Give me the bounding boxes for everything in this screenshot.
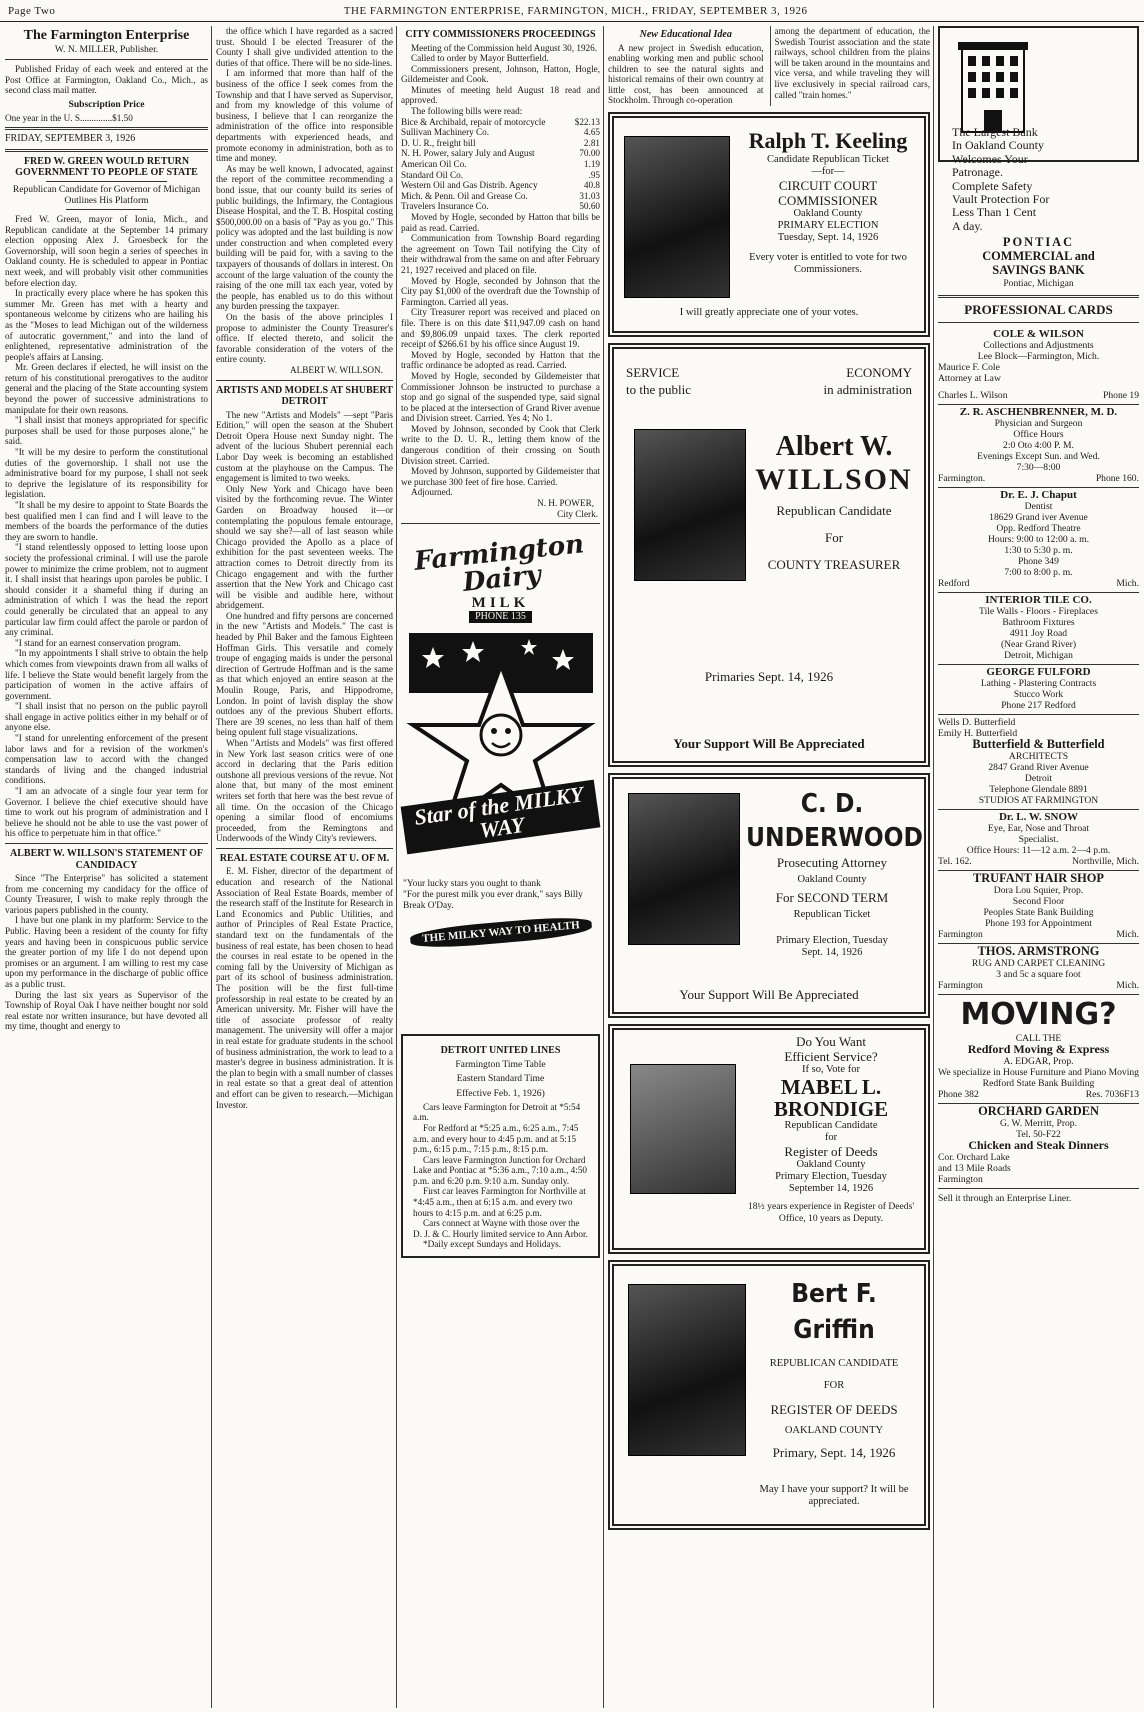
page-header — [0, 0, 1144, 22]
column-1 — [2, 26, 211, 1708]
candidate-name: Albert W. — [775, 431, 893, 463]
ad-line: Do You Want — [796, 1034, 866, 1050]
ad-line: COUNTY TREASURER — [767, 557, 901, 573]
column-rule — [396, 26, 397, 1708]
pub-info: Published Friday of each week and entered at the Post Office at Farmington, Oakland Co., Mich., as second class mail matter. — [5, 64, 208, 96]
card-fulford: GEORGE FULFORD Lathing - Plastering Contracts Stucco Work Phone 217 Redford — [938, 665, 1139, 715]
underwood-ad — [608, 773, 930, 1018]
candidate-name: WILLSON — [755, 463, 913, 497]
column-rule — [933, 26, 934, 1708]
paragraph: Only New York and Chicago have been visited by the forthcoming revue. The Winter Garden on Broadway housed it—or contemplating the populous female entourage, should we say she?—all of last season while Chicago provided the Apollo as a place of exhibition for the past seventeen weeks. The attraction comes to Detroit directly from its Chicago engagement and with the further assertion that the New York and Chicago cast will be visible and audible here, without abridgement. — [216, 483, 393, 611]
card-chaput: Dr. E. J. Chaput Dentist 18629 Grand iver Avenue Opp. Redford Theatre Hours: 9:00 to 12:00 a. m. 1:30 to 5:30 p. m. Phone 349 7:00 to 8:00 p. m. Redford Mich. — [938, 488, 1139, 593]
card-trufant: TRUFANT HAIR SHOP Dora Lou Squier, Prop. Second Floor Peoples State Bank Building Phone 193 for Appointment Farmington Mich. — [938, 871, 1139, 944]
candidate-photo — [630, 1064, 736, 1194]
ad-line: REPUBLICAN CANDIDATE — [769, 1358, 899, 1370]
paragraph: One hundred and fifty persons are concerned in the new "Artists and Models." The cast is headed by Phil Baker and the famous Eighteen Hoffman Girls. This versatile and comely troupe of engaging maids is under the personal direction of Gertrude Hoffman and is the same as that which enjoyed an entire season at the Moulin Rouge, Paris, and Hippodrome, London. In point of lavish display the show outdoes any of the previous Shubert efforts. There are 39 scenes, no less than half of them being opulent full stage visualizations. — [216, 610, 393, 738]
paper-name: The Farmington Enterprise — [23, 28, 190, 43]
dul-effective: Effective Feb. 1, 1926) — [456, 1087, 545, 1099]
clerk-name: N. H. POWER, — [537, 498, 594, 509]
dairy-ad — [401, 528, 600, 1028]
ad-line: Primary Election, Tuesday — [776, 935, 888, 947]
ad-line: Republican Candidate — [784, 1120, 878, 1132]
bill-row — [401, 159, 600, 170]
bill-row — [401, 170, 600, 181]
paragraph: Moved by Johnson, seconded by Cook that Clerk write to the D. U. R., letting them know of the dangerous condition of their crossing on South Division street. Carried. — [401, 423, 600, 466]
bill-name: Bice & Archibald, repair of motorcycle — [401, 116, 546, 127]
paragraph: City Treasurer report was received and placed on file. There is on this date $11,947.09 cash on hand and $9,806.09 unpaid taxes. The clerk reported receipt of $266.61 by his office since August 19. — [401, 307, 600, 350]
paragraph: The new "Artists and Models" —sept "Paris Edition," will open the season at the Shubert Detroit Opera House next Sunday night. The advent of the lucious Shubert perennial each Labor Day week is becoming an established custom at the playhouse on the Campus. The engagement is limited to two weeks. — [216, 409, 393, 484]
candidate-name: Ralph T. Keeling — [748, 128, 908, 154]
ad-line: For SECOND TERM — [775, 890, 889, 906]
bill-name: N. H. Power, salary July and August — [401, 148, 535, 159]
paragraph: Adjourned. — [411, 487, 453, 498]
willson-ad — [608, 343, 930, 767]
ad-line: Candidate Republican Ticket — [767, 154, 889, 166]
bill-amount: 40.8 — [583, 180, 600, 191]
ad-line: Every voter is entitled to vote for two Commissioners. — [749, 252, 907, 276]
ad-line: Efficient Service? — [784, 1049, 878, 1065]
bill-name: Mich. & Penn. Oil and Grease Co. — [401, 190, 528, 201]
ad-line: 18½ years experience in Register of Deeds' Office, 10 years as Deputy. — [747, 1201, 915, 1225]
masthead: THE FARMINGTON ENTERPRISE, FARMINGTON, MICH., FRIDAY, SEPTEMBER 3, 1926 — [343, 4, 808, 17]
bill-row — [401, 201, 600, 212]
bill-row — [401, 191, 600, 202]
professional-cards-heading: PROFESSIONAL CARDS — [964, 302, 1113, 318]
column-4 — [605, 26, 933, 1708]
ad-line: for — [824, 1132, 838, 1144]
bill-row — [401, 138, 600, 149]
ad-footer: Your Support Will Be Appreciated — [673, 736, 865, 752]
candidate-name: BRONDIGE — [773, 1097, 889, 1122]
candidate-name: MABEL L. — [780, 1075, 882, 1100]
column-2 — [213, 26, 396, 1708]
ad-line: September 14, 1926 — [788, 1183, 874, 1195]
keeling-ad — [608, 112, 930, 337]
candidate-photo — [634, 429, 746, 581]
ad-line: Republican Ticket — [793, 909, 871, 921]
ad-footer: I will greatly appreciate one of your votes. — [679, 307, 859, 319]
ad-line: REGISTER OF DEEDS — [770, 1402, 898, 1418]
card-orchard-garden: ORCHARD GARDEN G. W. Merritt, Prop. Tel. 50-F22 Chicken and Steak Dinners Cor. Orchard Lake and 13 Mile Roads Farmington — [938, 1104, 1139, 1189]
paragraph: In practically every place where he has spoken this summer Mr. Green has met with a hearty and spontaneous welcome by citizens who are hailing his as the "Moses to lead Michigan out of the wilderness of autocratic government," and into the land of enlightened, representative administration of the people's affairs at Lansing. — [5, 288, 208, 362]
paragraph: Moved by Hogle, seconded by Hatton that bills be paid as read. Carried. — [401, 212, 600, 233]
bill-amount: 31.03 — [579, 190, 600, 201]
bill-amount: 70.00 — [579, 148, 600, 159]
dairy-star: Star of the MILKY WAY — [401, 780, 601, 855]
dairy-brand: Farmington Dairy — [412, 529, 586, 599]
headline: REAL ESTATE COURSE AT U. OF M. — [219, 852, 390, 864]
bill-amount: 1.19 — [583, 159, 600, 170]
bank-building-icon — [956, 34, 1030, 134]
paragraph: Fred W. Green, mayor of Ionia, Mich., and Republican candidate at the September 14 primary election opposing Alex J. Groesbeck for the Governorship, will soon begin a series of speeches in Oakland county. He is scheduled to appear in Pontiac next week, and will probably visit other communities before election day. — [5, 213, 208, 288]
bill-amount: 4.65 — [583, 127, 600, 138]
ad-line: For — [824, 530, 844, 546]
paragraph: "I am an advocate of a single four year term for Governor. I believe the chief executive should have time to work out his program of administration and I believe he should not be able to use the vast power of his office to perpetuate him in that office." — [5, 786, 208, 839]
ad-date: Primaries Sept. 14, 1926 — [704, 669, 834, 685]
ad-line: Register of Deeds — [784, 1144, 878, 1160]
card-armstrong: THOS. ARMSTRONG RUG AND CARPET CLEANING 3 and 5c a square foot Farmington Mich. — [938, 944, 1139, 995]
column-rule — [603, 26, 604, 1708]
ad-line: Oakland County — [793, 208, 863, 220]
card-cole-wilson: COLE & WILSON Collections and Adjustments Lee Block—Farmington, Mich. Maurice F. Cole Attorney at Law Charles L. Wilson Phone 19 — [938, 327, 1139, 405]
subheadline: Republican Candidate for Governor of Michigan Outlines His Platform — [12, 183, 201, 206]
bill-row — [401, 117, 600, 128]
paragraph: Cars leave Farmington for Detroit at *5:54 a.m. — [413, 1101, 581, 1123]
candidate-photo — [624, 136, 730, 298]
paragraph: Moved by Hogle, seconded by Gildemeister that Commissioner Johnson be instructed to purchase a stop and go signal of the suspended type, said signal to be placed at the intersection of Grand River avenue and Division street. Carried. Yes 4; No 1. — [401, 370, 600, 424]
paragraph: "I shall insist that moneys appropriated for specific purposes shall be used for those purposes alone," he said. — [5, 415, 208, 447]
edu-text: among the department of education, the Swedish Tourist association and the state railways, school children from the plains will be taken around in the mountains and vice versa, and while traveling they will live exclusively in special railroad cars, called "train homes." — [774, 26, 930, 100]
column-5 — [935, 26, 1142, 1708]
paragraph: I have but one plank in my platform: Service to the Public. Having been a resident of the county for fifty years and having been in conspicuous public service the greater portion of my life I do not depend upon promises or an argument. I am willing to rest my case upon my performance in the discharge of public office as a public trust. — [5, 915, 208, 989]
paragraph: First car leaves Farmington for Northville at *4:45 a.m., then at 6:15 a.m. and every two hours to 4:15 p.m. and at 6:25 p.m. — [413, 1186, 586, 1218]
paragraph: the office which I have regarded as a sacred trust. Should I be elected Treasurer of the County I shall give undivided attention to the duties of that office. There will be no side-lines. — [216, 26, 393, 68]
ad-line: Primary, Sept. 14, 1926 — [772, 1445, 896, 1461]
clerk-title: City Clerk. — [557, 508, 598, 519]
paragraph: "In my appointments I shall strive to obtain the help which comes from viewpoints drawn from all walks of life. I believe the State would benefit largely from the participation of women in the active affairs of government. — [5, 648, 208, 701]
paragraph: "I shall insist that no person on the public payroll shall engage in active politics either in my behalf or of anyone else. — [5, 701, 208, 733]
bill-amount: 2.81 — [583, 137, 600, 148]
bill-name: American Oil Co. — [401, 159, 467, 170]
bill-name: Sullivan Machinery Co. — [401, 127, 490, 138]
paragraph: I am informed that more than half of the business of the office I seek comes from the Township and that I have served as Supervisor, and from my knowledge of this volume of business, I believe that I can reorganize the administration of the office into responsible departments with experienced heads, and promote economy in administration, both as to time and money. — [216, 68, 393, 164]
paragraph: Commissioners present, Johnson, Hatton, Hogle, Gildemeister and Cook. — [401, 63, 600, 85]
ad-line: Oakland County — [797, 874, 867, 886]
ad-footer: Your Support Will Be Appreciated — [679, 987, 859, 1003]
paragraph: Cars leave Farmington Junction for Orchard Lake and Pontiac at *5:36 a.m., 7:10 a.m., 4:50 p.m. and 6:20 p.m. 9:10 a.m. Sunday only. — [413, 1154, 588, 1186]
bill-amount: $22.13 — [574, 116, 600, 127]
candidate-photo — [628, 793, 740, 945]
brondige-ad — [608, 1024, 930, 1254]
paragraph: When "Artists and Models" was first offered in New York last season critics were of one accord in declaring that the Paris edition outshone all previous versions of the revue. Not alone that, but many of the most eminent writers set forth that here was the best revue of all time. On the occasion of the Chicago opening a similar flood of encomiums proceeded, from the Remingtons and Underwoods of the Windy City's reviewers. — [216, 738, 393, 844]
bill-name: Western Oil and Gas Distrib. Agency — [401, 180, 538, 191]
card-interior-tile: INTERIOR TILE CO. Tile Walls - Floors - Fireplaces Bathroom Fixtures 4911 Joy Road (Near Grand River) Detroit, Michigan — [938, 593, 1139, 665]
dul-head: DETROIT UNITED LINES — [440, 1045, 561, 1057]
dairy-ribbon: THE MILKY WAY TO HEALTH — [409, 915, 592, 951]
bill-name: Standard Oil Co. — [401, 169, 464, 180]
bill-row — [401, 127, 600, 138]
dairy-quote: "Your lucky stars you ought to thank "For the purest milk you ever drank," says Billy Break O'Day. — [403, 879, 583, 912]
paragraph: Communication from Township Board regarding the agreement on Town Tail notifying the City of their withdrawal from the same on and after February 21, 1927 received and placed on file. — [401, 233, 600, 275]
paragraph: "I stand for an earnest conservation program. — [15, 637, 181, 648]
dul-sub: Farmington Time Table — [455, 1058, 546, 1070]
paragraph: Moved by Hogle, seconded by Hatton that the traffic ordinance be adopted as read. Carried. — [401, 349, 600, 371]
ad-line: PRIMARY ELECTION — [777, 220, 879, 232]
subscription-title: Subscription Price — [68, 98, 145, 110]
detroit-united-lines-ad — [401, 1034, 600, 1258]
paragraph: Cars connect at Wayne with those over the D. J. & C. Hourly limited service to Ann Arbor. — [413, 1218, 588, 1239]
card-butterfield: Wells D. Butterfield Emily H. Butterfield Butterfield & Butterfield ARCHITECTS 2847 Grand River Avenue Detroit Telephone Glendale 8891 STUDIOS AT FARMINGTON — [938, 715, 1139, 810]
ad-line: Tuesday, Sept. 14, 1926 — [777, 232, 879, 244]
ad-line: Sept. 14, 1926 — [801, 947, 863, 959]
paragraph: As may be well known, I advocated, against the report of the committee recommending a bond issue, that our county build its series of public buildings, the Infirmary, the Contagious Disease Hospital, and the T. B. Hospital costing $500,000.00 on a basis of "Pay as you go." This policy was adopted and the last building is now under construction and when completed every building will be paid for, with a saving to the taxpayers of thousands of dollars in interest. On account of the large valuation of the county the raising of the one mill tax each year, voted by the people, has enabled us to do this without any burden pressing the taxpayer. — [216, 163, 393, 312]
paragraph: Moved by Hogle, seconded by Johnson that the City pay $1,000 of the overdraft due the Township of Farmington. Carried all yeas. — [401, 275, 600, 307]
griffin-ad — [608, 1260, 930, 1530]
paragraph: "I stand relentlessly opposed to letting loose upon society the professional criminal. I will use the parole power to minimize the crime problem, not to augment it. I shall insist that hearings upon paroles be public. I should consider it a shameful thing if during an administration of which I was the head the report could generally be circulated that an appeal to any particular law firm could affect the parole or pardon of any criminal. — [5, 542, 208, 638]
bill-amount: 50.60 — [579, 201, 600, 212]
paragraph: "It will be my desire to perform the constitutional duties of the governorship. I shall not use the administrative board for my purpose, I shall not seek to deprive the legislature of its responsibility for legislation. — [5, 447, 208, 500]
headline: FRED W. GREEN WOULD RETURN GOVERNMENT TO PEOPLE OF STATE — [15, 155, 198, 179]
ad-line: in administration — [823, 382, 912, 398]
bank-slogan: The Largest Bank In Oakland County Welcomes Your Patronage. Complete Safety Vault Protection For Less Than 1 Cent A day. — [952, 125, 1050, 233]
ad-line: May I have your support? It will be appreciated. — [759, 1484, 909, 1508]
headline: ARTISTS AND MODELS AT SHUBERT DETROIT — [216, 384, 393, 408]
bank-name: PONTIAC COMMERCIAL and SAVINGS BANK Pontiac, Michigan — [982, 235, 1095, 290]
paragraph: On the basis of the above principles I propose to administer the County Treasurer's office. If elected thereto, and solicit the favorable consideration of the voters of the entire county. — [216, 312, 393, 365]
column-3 — [398, 26, 603, 1708]
paragraph: The following bills were read: — [411, 106, 523, 117]
paragraph: "It shall be my desire to appoint to State Boards the best qualified men I can find and I will leave to the members of the boards the performance of the duties they are sworn to handle. — [5, 500, 208, 542]
ad-line: to the public — [626, 382, 691, 398]
candidate-photo — [628, 1284, 746, 1456]
ad-line: If so, Vote for — [802, 1064, 860, 1076]
enterprise-liner: Sell it through an Enterprise Liner. — [938, 1193, 1072, 1205]
card-moving: MOVING? CALL THE Redford Moving & Express A. EDGAR, Prop. We specialize in House Furniture and Piano Moving Redford State Bank Building Phone 382 Res. 7036F13 — [938, 995, 1139, 1104]
edu-text: A new project in Swedish education, enabling working men and public school children to see the natural sights and historical remains of their own country at little cost, has been announced at Stockholm. Through co-operation — [608, 42, 764, 106]
paragraph: Called to order by Mayor Butterfield. — [411, 53, 549, 64]
bill-name: D. U. R., freight bill — [401, 137, 476, 148]
candidate-name: Bert F. Griffin — [791, 1279, 877, 1346]
signature: ALBERT W. WILLSON. — [289, 365, 383, 375]
ad-line: Oakland County — [796, 1159, 866, 1171]
ad-line: FOR — [823, 1380, 845, 1392]
bill-row — [401, 148, 600, 159]
column-rule — [211, 26, 212, 1708]
dairy-phone: PHONE 135 — [469, 611, 532, 624]
ad-line: CIRCUIT COURT — [778, 178, 878, 194]
paragraph: For Redford at *5:25 a.m., 6:25 a.m., 7:45 a.m. and every hour to 4:45 p.m. and at 5:15 p.m., 6:15 p.m., 7:15 p.m., 8:15 p.m. — [413, 1122, 579, 1155]
ad-line: COMMISSIONER — [778, 193, 878, 209]
paragraph: *Daily except Sundays and Holidays. — [423, 1239, 562, 1250]
page-number: Page Two — [8, 4, 56, 17]
publisher: W. N. MILLER, Publisher. — [54, 44, 159, 55]
card-snow: Dr. L. W. SNOW Eye, Ear, Nose and Throat Specialist. Office Hours: 11—12 a.m. 2—4 p.m. Tel. 162. Northville, Mich. — [938, 810, 1139, 871]
dairy-milk: MILK — [471, 595, 530, 612]
ad-line: —for— — [811, 166, 845, 178]
paragraph: Mr. Green declares if elected, he will insist on the return of his constitutional prerogatives to the auditor general and the placing of the State accounting system beyond the power of successive administrations to manipulate for their own reasons. — [5, 362, 208, 415]
paragraph: Since "The Enterprise" has solicited a statement from me concerning my candidacy for the office of County Treasurer, I wish to make reply through the various papers published in the county. — [5, 873, 208, 915]
dul-sub: Eastern Standard Time — [456, 1072, 545, 1084]
ad-line: Prosecuting Attorney — [776, 855, 888, 871]
paragraph: During the last six years as Supervisor of the Township of Royal Oak I have neither bought nor sold real estate nor written insurance, but have devoted all my time, thought and energy to — [5, 989, 208, 1032]
paragraph: Meeting of the Commission held August 30, 1926. — [411, 42, 598, 53]
paragraph: E. M. Fisher, director of the department of education and research of the National Association of Real Estate Boards, member of the research staff of the Institute for Research in Land Economics and Public Utilities, and author of Principles of Real Estate Practice, standard text on the fundamentals of the business of real estate, has been chosen to head the courses in real estate to be opened in the coming fall by the University of Michigan as part of its school of business administration. The position will be the first full-time professorship in real estate to be created by an American university. Mr. Fisher will have the title of associate professor of realty management. The university will offer a major in real estate for graduate students in the school of business administration, the work to lead to a master's degree in business administration. It is the plan to begin with a small number of classes in real estate so that a great deal of attention and effort can be given to research.—Michigan Investor. — [216, 866, 393, 1110]
bill-row — [401, 180, 600, 191]
ad-line: Primary Election, Tuesday — [775, 1171, 887, 1183]
ad-line: ECONOMY — [846, 365, 912, 381]
ad-line: SERVICE — [626, 365, 680, 381]
bills-list — [401, 117, 600, 212]
edu-headline: New Educational Idea — [639, 29, 732, 40]
bill-name: Travelers Insurance Co. — [401, 201, 489, 212]
ad-line: OAKLAND COUNTY — [784, 1425, 884, 1437]
subscription-price: One year in the U. S..............$1.50 — [5, 112, 133, 123]
ad-line: Republican Candidate — [776, 503, 892, 519]
card-aschenbrenner: Z. R. ASCHENBRENNER, M. D. Physician and Surgeon Office Hours 2:0 Oto 4:00 P. M. Evenings Except Sun. and Wed. 7:30—8:00 Farmington. Phone 160. — [938, 405, 1139, 488]
candidate-name: C. D. UNDERWOOD — [746, 789, 923, 854]
paragraph: "I stand for unrelenting enforcement of the present labor laws and for a revision of the workmen's compensation law to accord with the changed standards of living and the changed industrial conditions. — [5, 733, 208, 786]
paragraph: Minutes of meeting held August 18 read and approved. — [401, 84, 600, 106]
headline: CITY COMMISSIONERS PROCEEDINGS — [405, 29, 596, 40]
paragraph: Moved by Johnson, supported by Gildemeister that we purchase 300 feet of fire hose. Carried. — [401, 466, 600, 487]
bill-amount: .95 — [588, 169, 600, 180]
dateline: FRIDAY, SEPTEMBER 3, 1926 — [5, 133, 136, 145]
headline: ALBERT W. WILLSON'S STATEMENT OF CANDIDACY — [10, 848, 203, 871]
